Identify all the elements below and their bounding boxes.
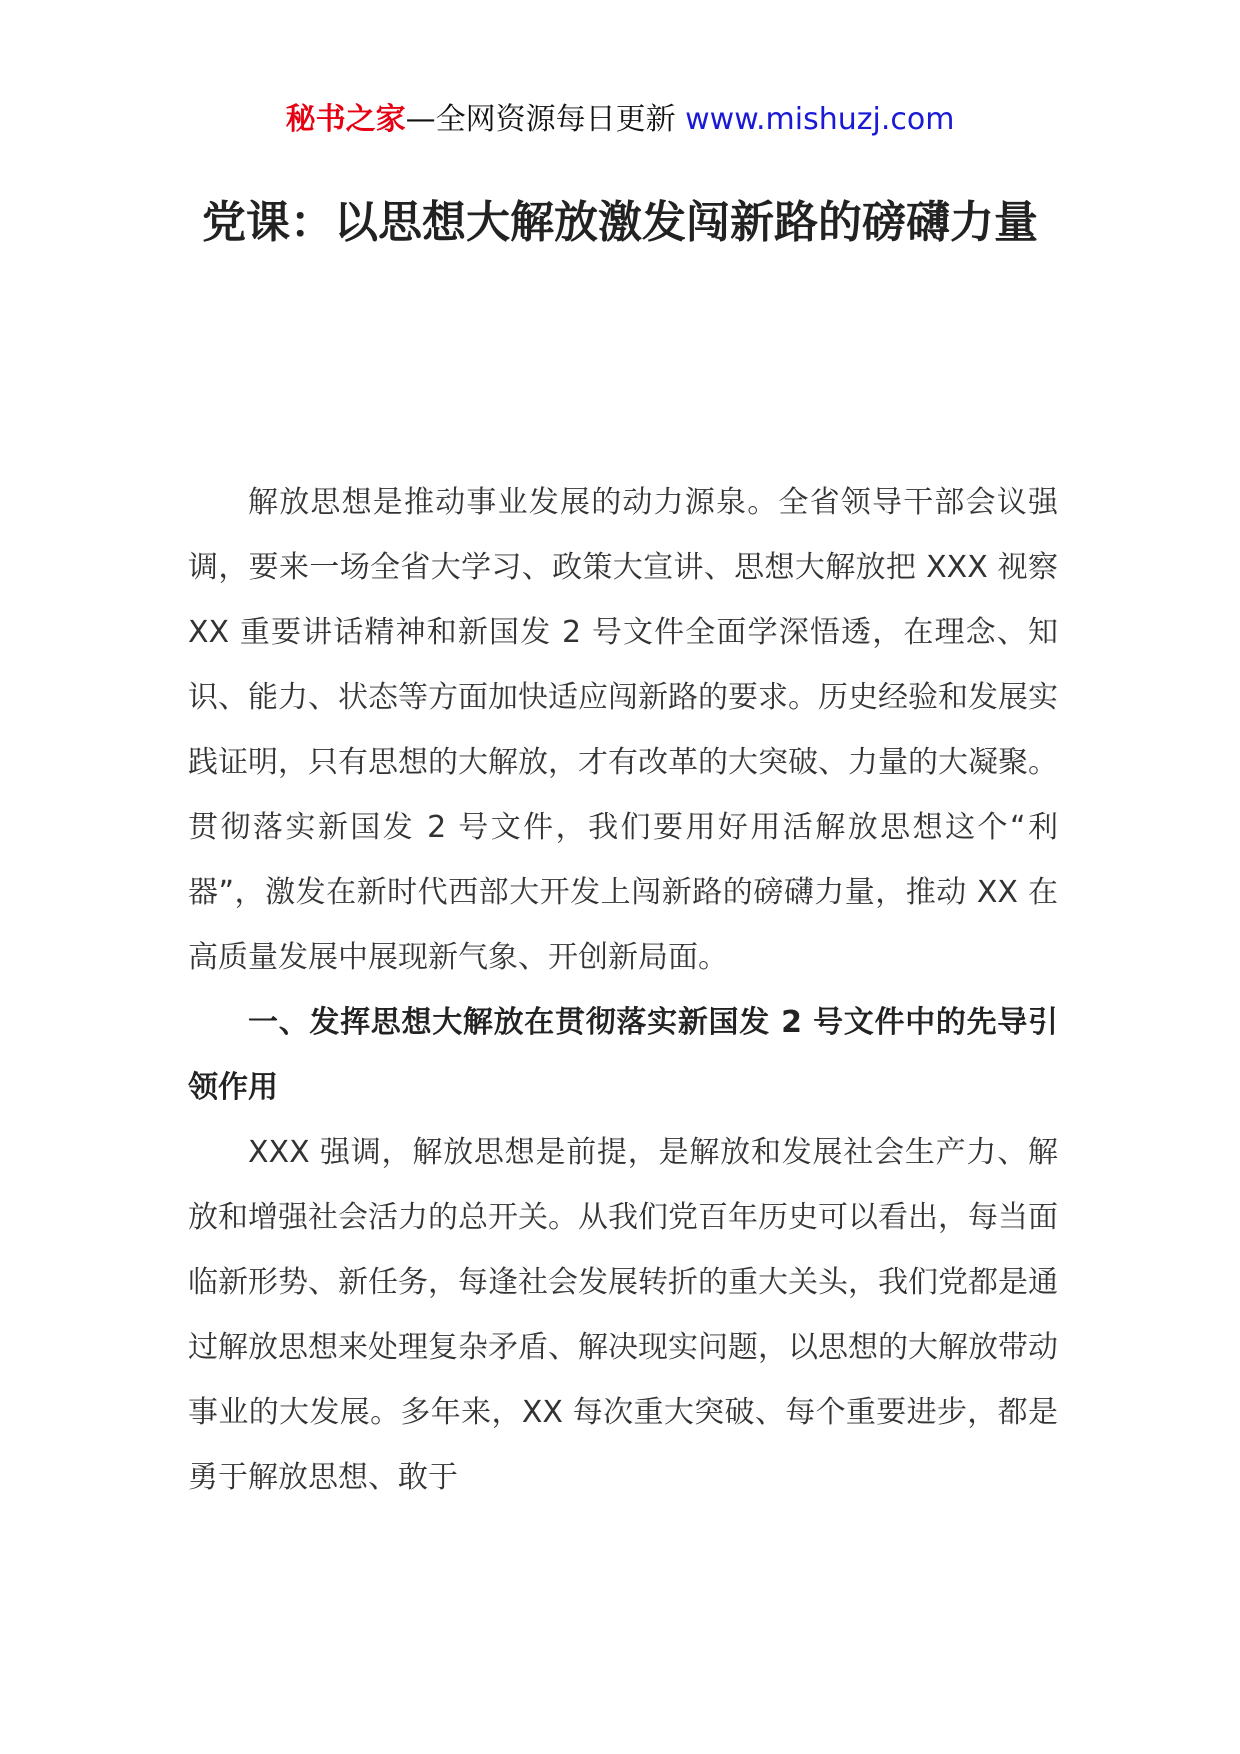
body-paragraph: XXX 强调，解放思想是前提，是解放和发展社会生产力、解放和增强社会活力的总开关。从我们党百年历史可以看出，每当面临新形势、新任务，每逢社会发展转折的重大关头，我们党都是通过解放思想来处理复杂矛盾、解决现实问题，以思想的大解放带动事业的大发展。多年来，XX 每次重大突破、每个重要进步，都是勇于解放思想、敢于	[188, 1135, 1058, 1495]
site-header	[0, 100, 1240, 140]
intro-paragraph: 解放思想是推动事业发展的动力源泉。全省领导干部会议强调，要来一场全省大学习、政策大宣讲、思想大解放把 XXX 视察 XX 重要讲话精神和新国发 2 号文件全面学深悟透，在理念、知识、能力、状态等方面加快适应闯新路的要求。历史经验和发展实践证明，只有思想的大解放，才有改革的大突破、力量的大凝聚。贯彻落实新国发 2 号文件，我们要用好用活解放思想这个“利器”，激发在新时代西部大开发上闯新路的磅礴力量，推动 XX 在高质量发展中展现新气象、开创新局面。	[188, 485, 1058, 975]
document-body	[188, 470, 1058, 1510]
section-heading: 一、发挥思想大解放在贯彻落实新国发 2 号文件中的先导引领作用	[188, 1005, 1058, 1105]
document-title: 党课：以思想大解放激发闯新路的磅礴力量	[202, 197, 1038, 248]
site-url-link[interactable]: www.mishuzj.com	[685, 102, 955, 137]
header-slogan: —全网资源每日更新	[405, 102, 676, 137]
brand-name: 秘书之家	[285, 102, 406, 137]
